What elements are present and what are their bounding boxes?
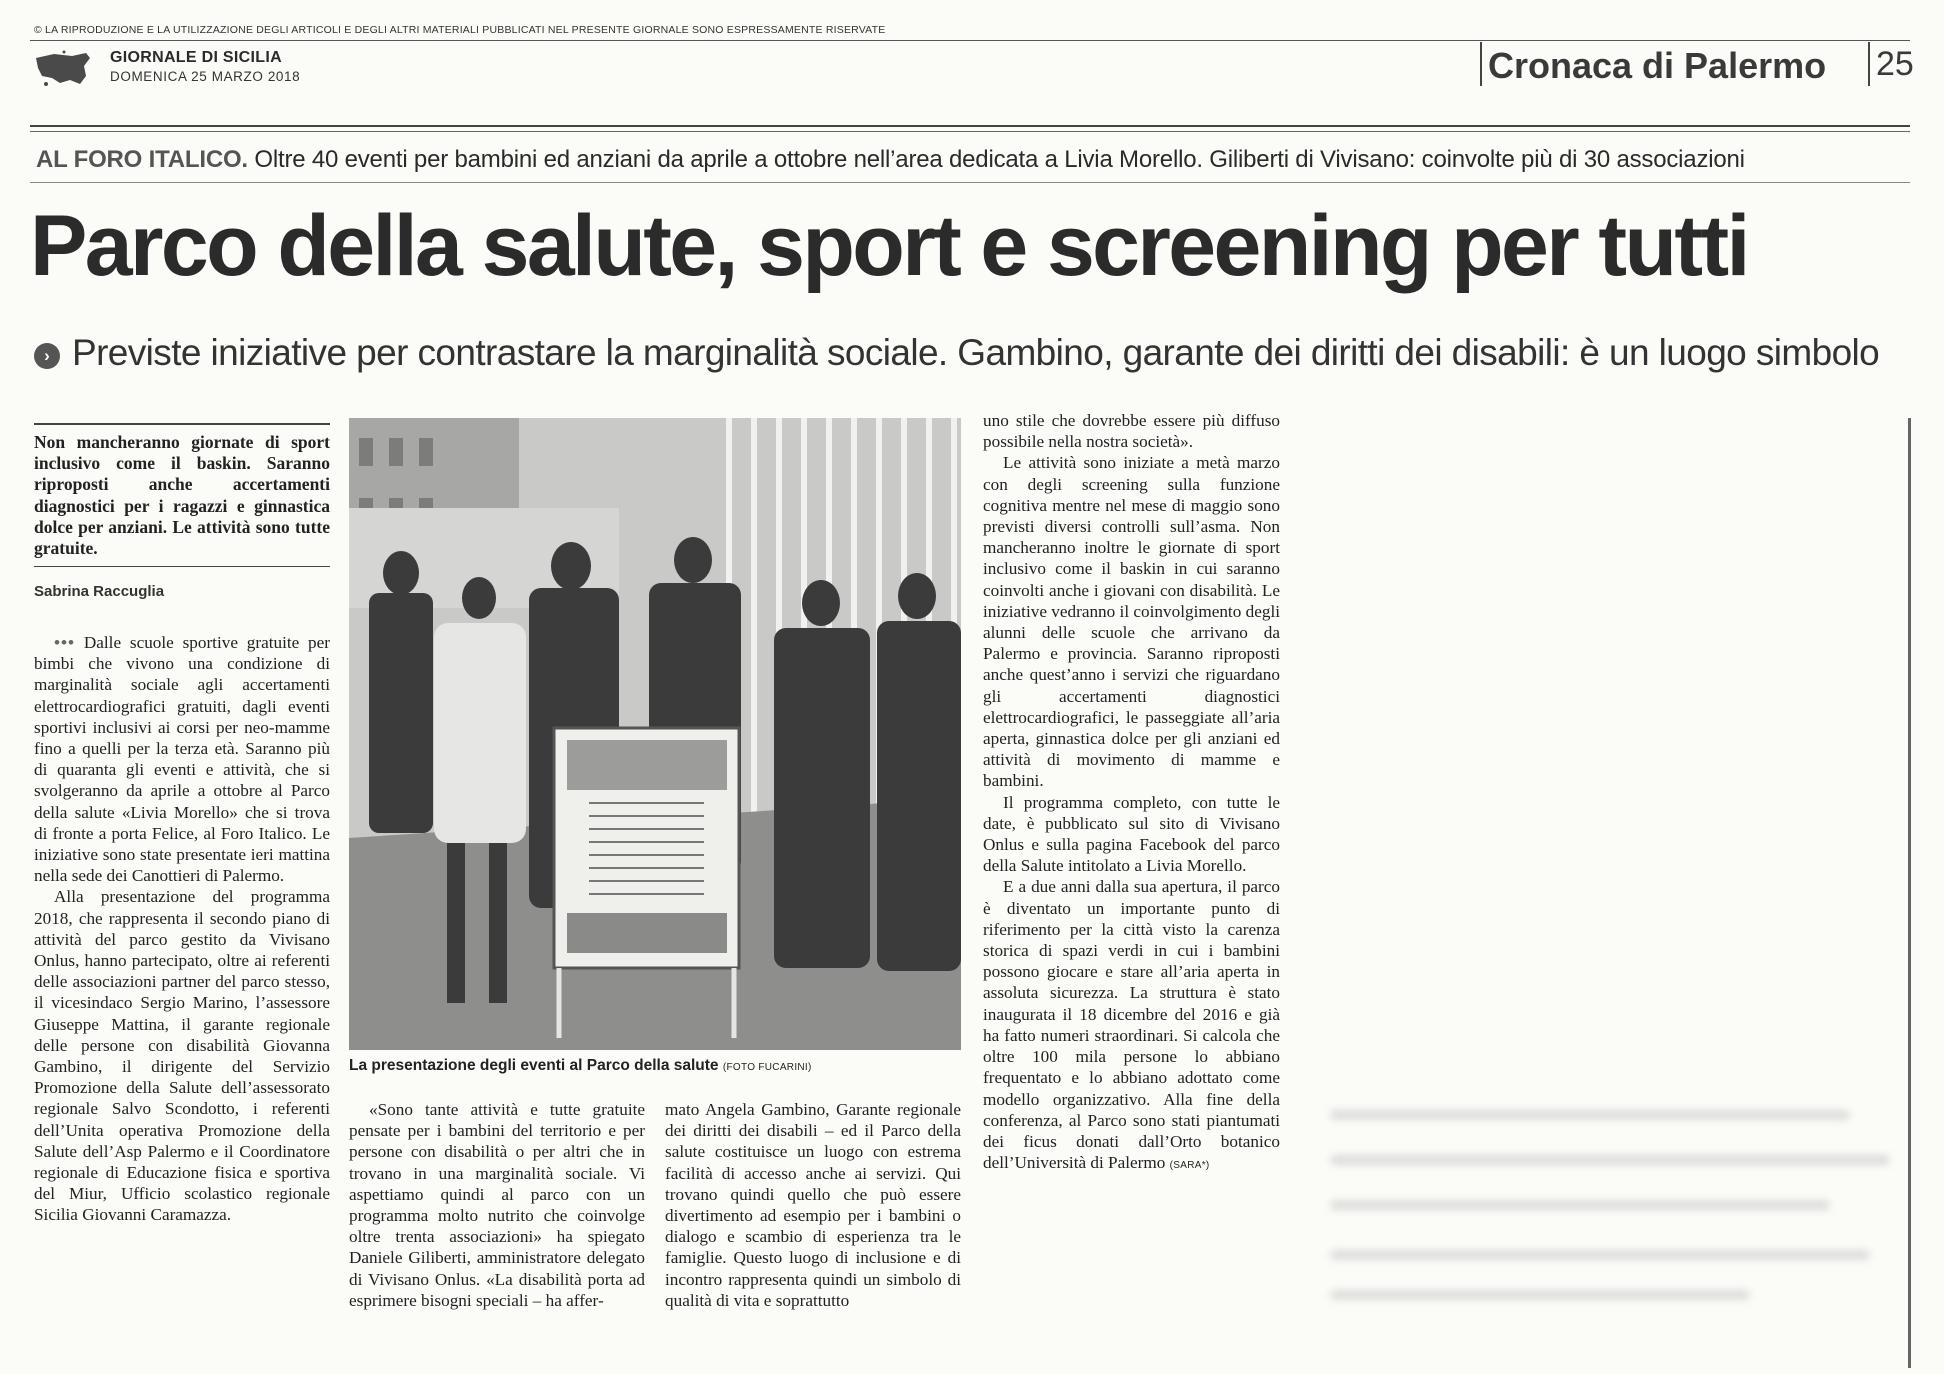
- kicker-text: Oltre 40 eventi per bambini ed anziani da aprile a ottobre nell’area dedicata a Livia Morello. Giliberti di Vivisano: coinvolte più di 30 associazioni: [254, 146, 1745, 173]
- copyright-notice: © LA RIPRODUZIONE E LA UTILIZZAZIONE DEGLI ARTICOLI E DEGLI ALTRI MATERIALI PUBBLICATI NEL PRESENTE GIORNALE SONO ESPRESSAMENTE RISERVATE: [34, 24, 886, 36]
- column-rule: [1908, 418, 1911, 1368]
- section-divider: [1480, 42, 1482, 86]
- paragraph: Le attività sono iniziate a metà marzo con degli screening sulla funzione cognitiva mentre nel mese di maggio sono previsti diversi controlli sull’asma. Non mancheranno inoltre le giornate di sport inclusivo come il baskin in cui saranno coinvolti anche i giovani con disabilità. Le iniziative vedranno il coinvolgimento degli alunni delle scuole che arrivano da Palermo e provincia. Saranno riproposti anche quest’anno i servizi che riguardano gli accertamenti diagnostici elettrocardiografici, le passeggiate all’aria aperta, ginnastica dolce per gli anziani ed attività di movimento di mamme e bambini.: [983, 453, 1280, 791]
- photo-credit: (FOTO FUCARINI): [722, 1062, 812, 1073]
- masthead-rule: [30, 125, 1910, 127]
- byline: Sabrina Raccuglia: [34, 583, 165, 600]
- standfirst-rule: [34, 566, 330, 567]
- article-photo: [349, 418, 961, 1050]
- paragraph: «Sono tante attività e tutte gratuite pensate per i bambini del territorio e per persone con disabilità o per altri che in trovano in una marginalità sociale. Vi aspettiamo quindi al parco con un programma molto nutrito che coinvolge oltre trenta associazioni» ha spiegato Daniele Giliberti, amministratore delegato di Vivisano Onlus. «La disabilità porta ad esprimere bisogni speciali – ha affer-: [349, 1100, 645, 1310]
- paragraph: Il programma completo, con tutte le date, è pubblicato sul sito di Vivisano Onlus e sulla pagina Facebook del parco della Salute intitolato a Livia Morello.: [983, 792, 1280, 876]
- section-title: Cronaca di Palermo: [1488, 45, 1827, 86]
- blurred-adjacent-column: [1300, 410, 1904, 1370]
- headline: Parco della salute, sport e screening per tutti: [30, 198, 1748, 294]
- standfirst-rule: [34, 423, 330, 425]
- masthead-rule: [30, 131, 1910, 132]
- chevron-right-circle-icon: ›: [34, 343, 60, 369]
- paragraph: uno stile che dovrebbe essere più diffuso possibile nella nostra società».: [983, 411, 1280, 452]
- column-4: [983, 410, 1280, 1176]
- lead-marker: •••: [54, 633, 76, 652]
- standfirst: Non mancheranno giornate di sport inclusivo come il baskin. Saranno riproposti anche accertamenti diagnostici per i ragazzi e ginnastica dolce per anziani. Le attività sono tutte gratuite.: [34, 432, 330, 559]
- newspaper-name: GIORNALE DI SICILIA: [110, 49, 282, 66]
- kicker-rule: [30, 182, 1910, 183]
- photo-caption: [349, 1057, 812, 1075]
- section-divider: [1868, 42, 1870, 86]
- column-2: [349, 1099, 645, 1311]
- caption-text: La presentazione degli eventi al Parco della salute: [349, 1057, 719, 1074]
- column-3: [665, 1099, 961, 1311]
- paragraph: ••• Dalle scuole sportive gratuite per bimbi che vivono una condizione di marginalità sociale agli accertamenti elettrocardiografici gratuiti, dagli eventi sportivi inclusivi ai corsi per neo-mamme fino a quelli per la terza età. Saranno più di quaranta gli eventi e attività, che si svolgeranno da aprile a ottobre al Parco della salute «Livia Morello» che si trova di fronte a porta Felice, al Foro Italico. Le iniziative sono state presentate ieri mattina nella sede dei Canottieri di Palermo.: [34, 633, 330, 886]
- author-tag: (SARA*): [1169, 1160, 1210, 1172]
- kicker: [36, 146, 1745, 174]
- paragraph: Alla presentazione del programma 2018, che rappresenta il secondo piano di attività del parco gestito da Vivisano Onlus, hanno partecipato, oltre ai referenti delle associazioni partner del parco stesso, il vicesindaco Sergio Marino, l’assessore Giuseppe Mattina, il garante regionale delle persone con disabilità Giovanna Gambino, il dirigente del Servizio Promozione della Salute dell’assessorato regionale Salvo Scondotto, i referenti dell’Unita operativa Promozione della Salute dell’Asp Palermo e il Coordinatore regionale di Educazione fisica e sportiva del Miur, Ufficio scolastico regionale Sicilia Giovanni Caramazza.: [34, 887, 330, 1225]
- paragraph: mato Angela Gambino, Garante regionale dei diritti dei disabili – ed il Parco della salute costituisce un luogo con estrema facilità di accesso anche ai servizi. Qui trovano quindi quello che può essere divertimento ad esempio per i bambini o dialogo e scambio di esperienza tra le famiglie. Questo luogo di inclusione e di incontro rappresenta quindi un simbolo di qualità di vita e soprattutto: [665, 1100, 961, 1310]
- issue-date: DOMENICA 25 MARZO 2018: [110, 69, 301, 84]
- column-1: [34, 632, 330, 1226]
- sicily-map-icon: [34, 50, 92, 88]
- paragraph: E a due anni dalla sua apertura, il parco è diventato un importante punto di riferimento per la città visto la carenza storica di spazi verdi in cui i bambini possono giocare e stare all’aria aperta in assoluta sicurezza. La struttura è stato inaugurata il 18 dicembre del 2016 e già ha fatto numeri straordinari. Si calcola che oltre 100 mila persone lo abbiano frequentato e lo abbiano adottato come modello organizzativo. Alla fine della conferenza, al Parco sono stati piantumati dei ficus donati dall’Orto botanico dell’Università di Palermo (SARA*): [983, 877, 1280, 1173]
- subheadline: Previste iniziative per contrastare la marginalità sociale. Gambino, garante dei diritti dei disabili: è un luogo simbolo: [72, 332, 1880, 373]
- page-number: 25: [1876, 45, 1914, 83]
- header-rule: [30, 40, 1910, 41]
- kicker-lead: AL FORO ITALICO.: [36, 146, 248, 173]
